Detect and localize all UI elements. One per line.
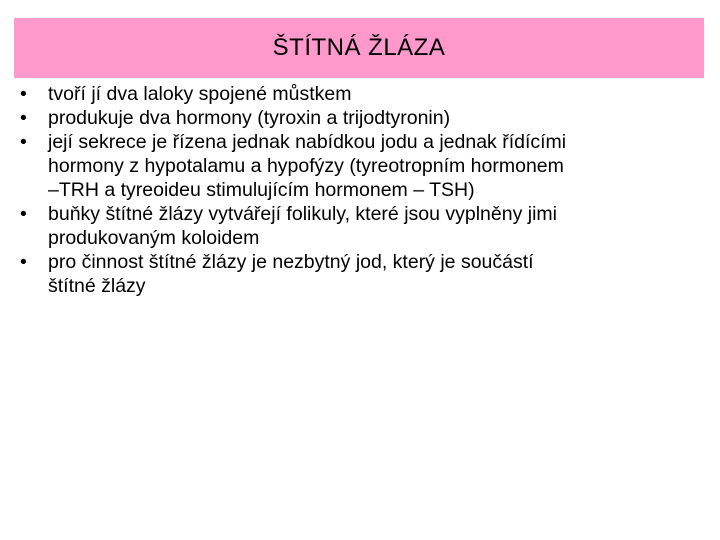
bullet-item: [18, 202, 698, 250]
bullet-text: tvoří jí dva laloky spojené můstkem: [48, 83, 352, 105]
bullet-item: [18, 82, 698, 106]
bullet-icon: •: [20, 131, 27, 153]
bullet-text: pro činnost štítné žlázy je nezbytný jod, který je součástí štítné žlázy: [48, 251, 534, 297]
slide-title: ŠTÍTNÁ ŽLÁZA: [272, 34, 446, 61]
bullet-icon: •: [20, 107, 27, 129]
bullet-icon: •: [20, 83, 27, 105]
bullet-text: její sekrece je řízena jednak nabídkou jodu a jednak řídícími hormony z hypotalamu a hypofýzy (tyreotropním hormonem –TRH a tyreoideu stimulujícím hormonem – TSH): [48, 131, 567, 201]
bullet-item: [18, 106, 698, 130]
bullet-text: produkuje dva hormony (tyroxin a trijodtyronin): [48, 107, 451, 129]
bullet-list: [18, 82, 698, 298]
bullet-item: [18, 130, 698, 202]
title-bar: [14, 18, 704, 78]
bullet-icon: •: [20, 251, 27, 273]
bullet-text: buňky štítné žlázy vytvářejí folikuly, které jsou vyplněny jimi produkovaným koloidem: [48, 203, 557, 249]
bullet-item: [18, 250, 698, 298]
bullet-icon: •: [20, 203, 27, 225]
